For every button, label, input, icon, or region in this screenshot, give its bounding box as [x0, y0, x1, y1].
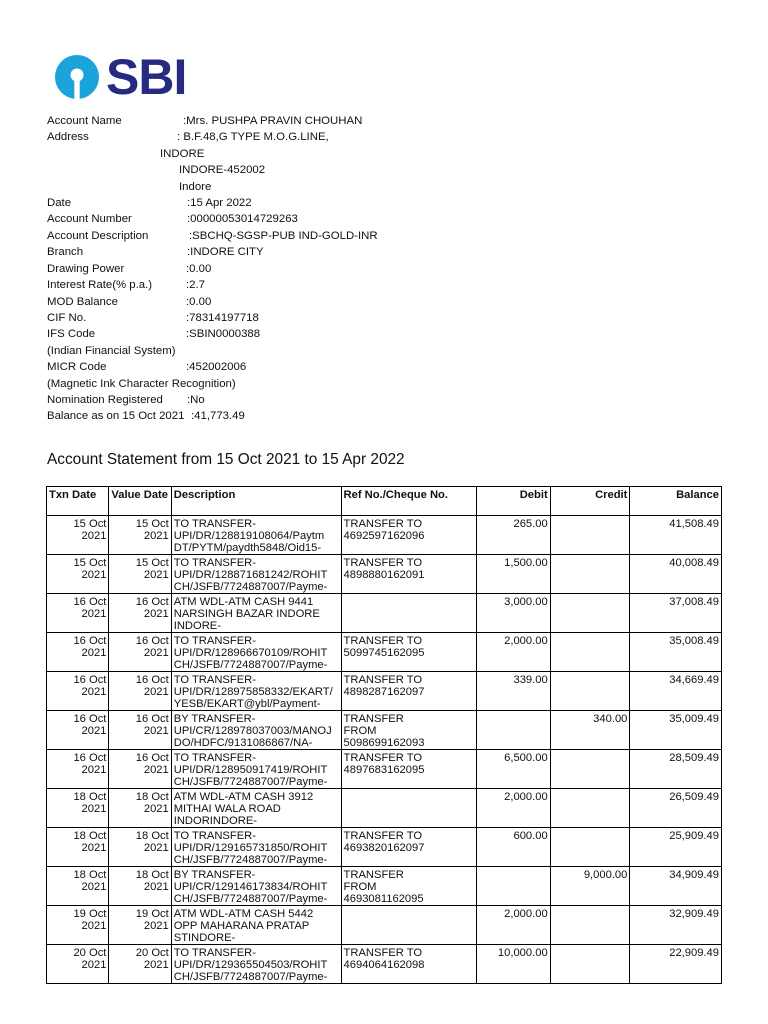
debit-cell: 3,000.00: [476, 594, 550, 633]
txn-date-cell: [47, 633, 109, 672]
value-address-line4: Indore: [179, 181, 212, 193]
value-date-cell-line: 18 Oct: [135, 791, 169, 803]
label-account-description: Account Description: [47, 230, 149, 242]
credit-cell: [550, 750, 630, 789]
value-branch: :INDORE CITY: [187, 246, 264, 258]
value-date-cell-line: 2021: [143, 920, 169, 932]
table-row: [47, 945, 722, 984]
ref-no-cell: [341, 633, 476, 672]
value-opening-balance: :41,773.49: [191, 410, 245, 422]
debit-cell: [476, 867, 550, 906]
table-row: [47, 828, 722, 867]
credit-cell: 9,000.00: [550, 867, 630, 906]
ref-no-cell-line: 4693081162095: [343, 893, 424, 905]
txn-date-cell-line: 2021: [81, 608, 107, 620]
value-account-description: :SBCHQ-SGSP-PUB IND-GOLD-INR: [189, 230, 378, 242]
value-date-cell: [109, 672, 171, 711]
label-account-number: Account Number: [47, 213, 132, 225]
ref-no-cell-line: TRANSFER TO: [343, 635, 423, 647]
value-date-cell-line: 18 Oct: [135, 869, 169, 881]
credit-cell: [550, 555, 630, 594]
ref-no-cell-line: 4898287162097: [343, 686, 425, 698]
value-date-cell: [109, 945, 171, 984]
description-cell-line: INDORINDORE-: [173, 815, 258, 827]
ref-no-cell-line: TRANSFER TO: [343, 830, 423, 842]
txn-date-cell: [47, 750, 109, 789]
description-cell-line: TO TRANSFER-: [173, 674, 256, 686]
debit-cell: 6,500.00: [476, 750, 550, 789]
credit-cell: [550, 516, 630, 555]
credit-cell: [550, 789, 630, 828]
value-date-cell-line: 2021: [143, 647, 169, 659]
value-mod-balance: :0.00: [186, 296, 212, 308]
value-micr-code: :452002006: [186, 361, 247, 373]
label-mod-balance: MOD Balance: [47, 296, 118, 308]
description-cell-line: MITHAI WALA ROAD: [173, 803, 281, 815]
txn-date-cell: [47, 594, 109, 633]
description-cell-line: UPI/DR/128975858332/EKART/: [173, 686, 333, 698]
description-cell: [171, 555, 341, 594]
header-value-date: Value Date: [109, 487, 171, 516]
txn-date-cell-line: 2021: [81, 647, 107, 659]
txn-date-cell-line: 18 Oct: [73, 791, 107, 803]
description-cell-line: CH/JSFB/7724887007/Payme-: [173, 854, 328, 866]
ref-no-cell: [341, 867, 476, 906]
description-cell: [171, 828, 341, 867]
value-address-line1: : B.F.48,G TYPE M.O.G.LINE,: [177, 131, 329, 143]
ref-no-cell: [341, 828, 476, 867]
label-branch: Branch: [47, 246, 84, 258]
table-row: [47, 711, 722, 750]
debit-cell: [476, 711, 550, 750]
table-header-row: [47, 487, 722, 516]
description-cell-line: DT/PYTM/paydth5848/Oid15-: [173, 542, 322, 554]
description-cell: [171, 789, 341, 828]
txn-date-cell-line: 2021: [81, 569, 107, 581]
value-date-cell: [109, 594, 171, 633]
label-drawing-power: Drawing Power: [47, 263, 125, 275]
ref-no-cell: [341, 750, 476, 789]
ref-no-cell-line: 4897683162095: [343, 764, 425, 776]
label-opening-balance: Balance as on 15 Oct 2021: [47, 410, 185, 422]
sbi-keyhole-icon: [54, 54, 100, 100]
label-account-name: Account Name: [47, 115, 122, 127]
ref-no-cell-line: 4692597162096: [343, 530, 425, 542]
debit-cell: 265.00: [476, 516, 550, 555]
description-cell: [171, 672, 341, 711]
description-cell: [171, 594, 341, 633]
value-date-cell-line: 2021: [143, 764, 169, 776]
description-cell-line: OPP MAHARANA PRATAP: [173, 920, 310, 932]
txn-date-cell-line: 2021: [81, 725, 107, 737]
debit-cell: 339.00: [476, 672, 550, 711]
txn-date-cell-line: 19 Oct: [73, 908, 107, 920]
txn-date-cell-line: 2021: [81, 686, 107, 698]
value-ifs-code: :SBIN0000388: [186, 328, 261, 340]
txn-date-cell-line: 2021: [81, 881, 107, 893]
balance-cell: 32,909.49: [630, 906, 722, 945]
txn-date-cell: [47, 945, 109, 984]
txn-date-cell-line: 2021: [81, 530, 107, 542]
ref-no-cell-line: 5099745162095: [343, 647, 425, 659]
balance-cell: 35,008.49: [630, 633, 722, 672]
txn-date-cell: [47, 789, 109, 828]
description-cell-line: TO TRANSFER-: [173, 518, 256, 530]
header-txn-date: Txn Date: [47, 487, 109, 516]
txn-date-cell-line: 15 Oct: [73, 557, 107, 569]
label-micr-note: (Magnetic Ink Character Recognition): [47, 378, 236, 390]
ref-no-cell-line: TRANSFER TO: [343, 674, 423, 686]
label-ifs-code: IFS Code: [47, 328, 96, 340]
balance-cell: 25,909.49: [630, 828, 722, 867]
description-cell-line: CH/JSFB/7724887007/Payme-: [173, 893, 328, 905]
value-date-cell-line: 2021: [143, 569, 169, 581]
table-row: [47, 789, 722, 828]
description-cell: [171, 867, 341, 906]
credit-cell: [550, 945, 630, 984]
description-cell-line: ATM WDL-ATM CASH 3912: [173, 791, 314, 803]
value-account-number: :00000053014729263: [187, 213, 298, 225]
value-date-cell-line: 2021: [143, 842, 169, 854]
value-date-cell: [109, 555, 171, 594]
description-cell-line: CH/JSFB/7724887007/Payme-: [173, 659, 328, 671]
description-cell-line: ATM WDL-ATM CASH 5442: [173, 908, 314, 920]
label-micr-code: MICR Code: [47, 361, 107, 373]
value-interest-rate: :2.7: [186, 279, 205, 291]
label-nomination: Nomination Registered: [47, 394, 163, 406]
value-date-cell-line: 16 Oct: [135, 635, 169, 647]
header-balance: Balance: [630, 487, 722, 516]
value-date-cell-line: 15 Oct: [135, 518, 169, 530]
txn-date-cell-line: 2021: [81, 842, 107, 854]
value-date-cell-line: 2021: [143, 608, 169, 620]
ref-no-cell: [341, 672, 476, 711]
txn-date-cell: [47, 672, 109, 711]
table-row: [47, 594, 722, 633]
header-description: Description: [171, 487, 341, 516]
txn-date-cell-line: 2021: [81, 803, 107, 815]
description-cell-line: UPI/CR/128978037003/MANOJ: [173, 725, 332, 737]
txn-date-cell: [47, 906, 109, 945]
txn-date-cell: [47, 555, 109, 594]
value-address-line2: INDORE: [160, 148, 205, 160]
value-date-cell: [109, 789, 171, 828]
ref-no-cell-line: 4694064162098: [343, 959, 425, 971]
balance-cell: 34,909.49: [630, 867, 722, 906]
ref-no-cell: [341, 906, 476, 945]
value-date-cell: [109, 906, 171, 945]
value-cif-no: :78314197718: [186, 312, 259, 324]
description-cell-line: UPI/DR/128950917419/ROHIT: [173, 764, 328, 776]
debit-cell: 2,000.00: [476, 789, 550, 828]
ref-no-cell-line: 4898880162091: [343, 569, 425, 581]
credit-cell: [550, 672, 630, 711]
ref-no-cell: [341, 789, 476, 828]
value-nomination: :No: [187, 394, 205, 406]
balance-cell: 26,509.49: [630, 789, 722, 828]
description-cell: [171, 633, 341, 672]
value-drawing-power: :0.00: [186, 263, 212, 275]
txn-date-cell-line: 15 Oct: [73, 518, 107, 530]
label-interest-rate: Interest Rate(% p.a.): [47, 279, 153, 291]
txn-date-cell-line: 2021: [81, 920, 107, 932]
table-row: [47, 906, 722, 945]
description-cell-line: CH/JSFB/7724887007/Payme-: [173, 971, 328, 983]
value-date-cell-line: 16 Oct: [135, 596, 169, 608]
debit-cell: 2,000.00: [476, 906, 550, 945]
description-cell-line: STINDORE-: [173, 932, 236, 944]
header-debit: Debit: [476, 487, 550, 516]
txn-date-cell: [47, 867, 109, 906]
header-credit: Credit: [550, 487, 630, 516]
txn-date-cell: [47, 711, 109, 750]
value-date-cell-line: 16 Oct: [135, 752, 169, 764]
description-cell-line: UPI/DR/128819108064/Paytm: [173, 530, 325, 542]
description-cell-line: UPI/DR/128966670109/ROHIT: [173, 647, 328, 659]
txn-date-cell: [47, 516, 109, 555]
txn-date-cell-line: 16 Oct: [73, 674, 107, 686]
txn-date-cell-line: 18 Oct: [73, 869, 107, 881]
description-cell-line: BY TRANSFER-: [173, 869, 256, 881]
sbi-logo: [54, 49, 187, 105]
table-row: [47, 672, 722, 711]
description-cell-line: TO TRANSFER-: [173, 830, 256, 842]
description-cell-line: DO/HDFC/9131086867/NA-: [173, 737, 313, 749]
value-date-cell: [109, 633, 171, 672]
ref-no-cell: [341, 945, 476, 984]
value-date-cell: [109, 750, 171, 789]
description-cell: [171, 750, 341, 789]
label-ifs-note: (Indian Financial System): [47, 345, 176, 357]
credit-cell: [550, 633, 630, 672]
value-date: :15 Apr 2022: [187, 197, 252, 209]
balance-cell: 35,009.49: [630, 711, 722, 750]
balance-cell: 37,008.49: [630, 594, 722, 633]
ref-no-cell-line: FROM: [343, 725, 377, 737]
ref-no-cell-line: FROM: [343, 881, 377, 893]
description-cell-line: UPI/DR/129165731850/ROHIT: [173, 842, 328, 854]
description-cell: [171, 711, 341, 750]
ref-no-cell-line: TRANSFER TO: [343, 557, 423, 569]
ref-no-cell-line: TRANSFER TO: [343, 752, 423, 764]
description-cell-line: TO TRANSFER-: [173, 635, 256, 647]
txn-date-cell-line: 16 Oct: [73, 596, 107, 608]
header-ref-no: Ref No./Cheque No.: [341, 487, 476, 516]
txn-date-cell-line: 16 Oct: [73, 752, 107, 764]
description-cell-line: TO TRANSFER-: [173, 947, 256, 959]
ref-no-cell: [341, 594, 476, 633]
balance-cell: 40,008.49: [630, 555, 722, 594]
description-cell-line: UPI/CR/129146173834/ROHIT: [173, 881, 328, 893]
balance-cell: 34,669.49: [630, 672, 722, 711]
value-date-cell-line: 2021: [143, 686, 169, 698]
value-date-cell: [109, 516, 171, 555]
label-date: Date: [47, 197, 72, 209]
txn-date-cell-line: 16 Oct: [73, 713, 107, 725]
ref-no-cell-line: TRANSFER: [343, 713, 404, 725]
description-cell-line: BY TRANSFER-: [173, 713, 256, 725]
value-date-cell-line: 15 Oct: [135, 557, 169, 569]
debit-cell: 2,000.00: [476, 633, 550, 672]
table-row: [47, 516, 722, 555]
ref-no-cell-line: TRANSFER: [343, 869, 404, 881]
description-cell-line: CH/JSFB/7724887007/Payme-: [173, 776, 328, 788]
description-cell: [171, 906, 341, 945]
txn-date-cell-line: 2021: [81, 959, 107, 971]
description-cell-line: YESB/EKART@ybl/Payment-: [173, 698, 321, 710]
debit-cell: 1,500.00: [476, 555, 550, 594]
description-cell-line: UPI/DR/128871681242/ROHIT: [173, 569, 328, 581]
value-date-cell-line: 20 Oct: [135, 947, 169, 959]
description-cell: [171, 945, 341, 984]
description-cell-line: TO TRANSFER-: [173, 557, 256, 569]
value-date-cell-line: 16 Oct: [135, 713, 169, 725]
value-date-cell-line: 18 Oct: [135, 830, 169, 842]
value-date-cell: [109, 867, 171, 906]
ref-no-cell-line: 5098699162093: [343, 737, 425, 749]
value-date-cell-line: 2021: [143, 959, 169, 971]
credit-cell: [550, 594, 630, 633]
table-row: [47, 633, 722, 672]
label-address: Address: [47, 131, 89, 143]
value-date-cell-line: 2021: [143, 881, 169, 893]
description-cell-line: TO TRANSFER-: [173, 752, 256, 764]
credit-cell: [550, 828, 630, 867]
description-cell-line: ATM WDL-ATM CASH 9441: [173, 596, 314, 608]
txn-date-cell-line: 20 Oct: [73, 947, 107, 959]
ref-no-cell-line: TRANSFER TO: [343, 518, 423, 530]
txn-date-cell-line: 18 Oct: [73, 830, 107, 842]
statement-title: Account Statement from 15 Oct 2021 to 15 Apr 2022: [47, 451, 405, 468]
debit-cell: 10,000.00: [476, 945, 550, 984]
txn-date-cell-line: 16 Oct: [73, 635, 107, 647]
statement-rows: [47, 516, 722, 984]
balance-cell: 41,508.49: [630, 516, 722, 555]
description-cell-line: CH/JSFB/7724887007/Payme-: [173, 581, 328, 593]
value-date-cell: [109, 828, 171, 867]
description-cell: [171, 516, 341, 555]
ref-no-cell: [341, 555, 476, 594]
ref-no-cell: [341, 516, 476, 555]
sbi-wordmark: SBI: [106, 49, 187, 105]
value-address-line3: INDORE-452002: [179, 164, 266, 176]
value-date-cell-line: 2021: [143, 803, 169, 815]
balance-cell: 22,909.49: [630, 945, 722, 984]
debit-cell: 600.00: [476, 828, 550, 867]
value-date-cell-line: 2021: [143, 725, 169, 737]
description-cell-line: INDORE-: [173, 620, 221, 632]
table-row: [47, 750, 722, 789]
table-row: [47, 555, 722, 594]
value-date-cell-line: 16 Oct: [135, 674, 169, 686]
label-cif-no: CIF No.: [47, 312, 87, 324]
ref-no-cell-line: TRANSFER TO: [343, 947, 423, 959]
ref-no-cell-line: 4693820162097: [343, 842, 425, 854]
txn-date-cell: [47, 828, 109, 867]
credit-cell: 340.00: [550, 711, 630, 750]
description-cell-line: NARSINGH BAZAR INDORE: [173, 608, 320, 620]
value-account-name: :Mrs. PUSHPA PRAVIN CHOUHAN: [183, 115, 363, 127]
txn-date-cell-line: 2021: [81, 764, 107, 776]
credit-cell: [550, 906, 630, 945]
table-row: [47, 867, 722, 906]
ref-no-cell: [341, 711, 476, 750]
balance-cell: 28,509.49: [630, 750, 722, 789]
value-date-cell-line: 2021: [143, 530, 169, 542]
value-date-cell-line: 19 Oct: [135, 908, 169, 920]
description-cell-line: UPI/DR/129365504503/ROHIT: [173, 959, 328, 971]
value-date-cell: [109, 711, 171, 750]
statement-table: [46, 486, 722, 984]
